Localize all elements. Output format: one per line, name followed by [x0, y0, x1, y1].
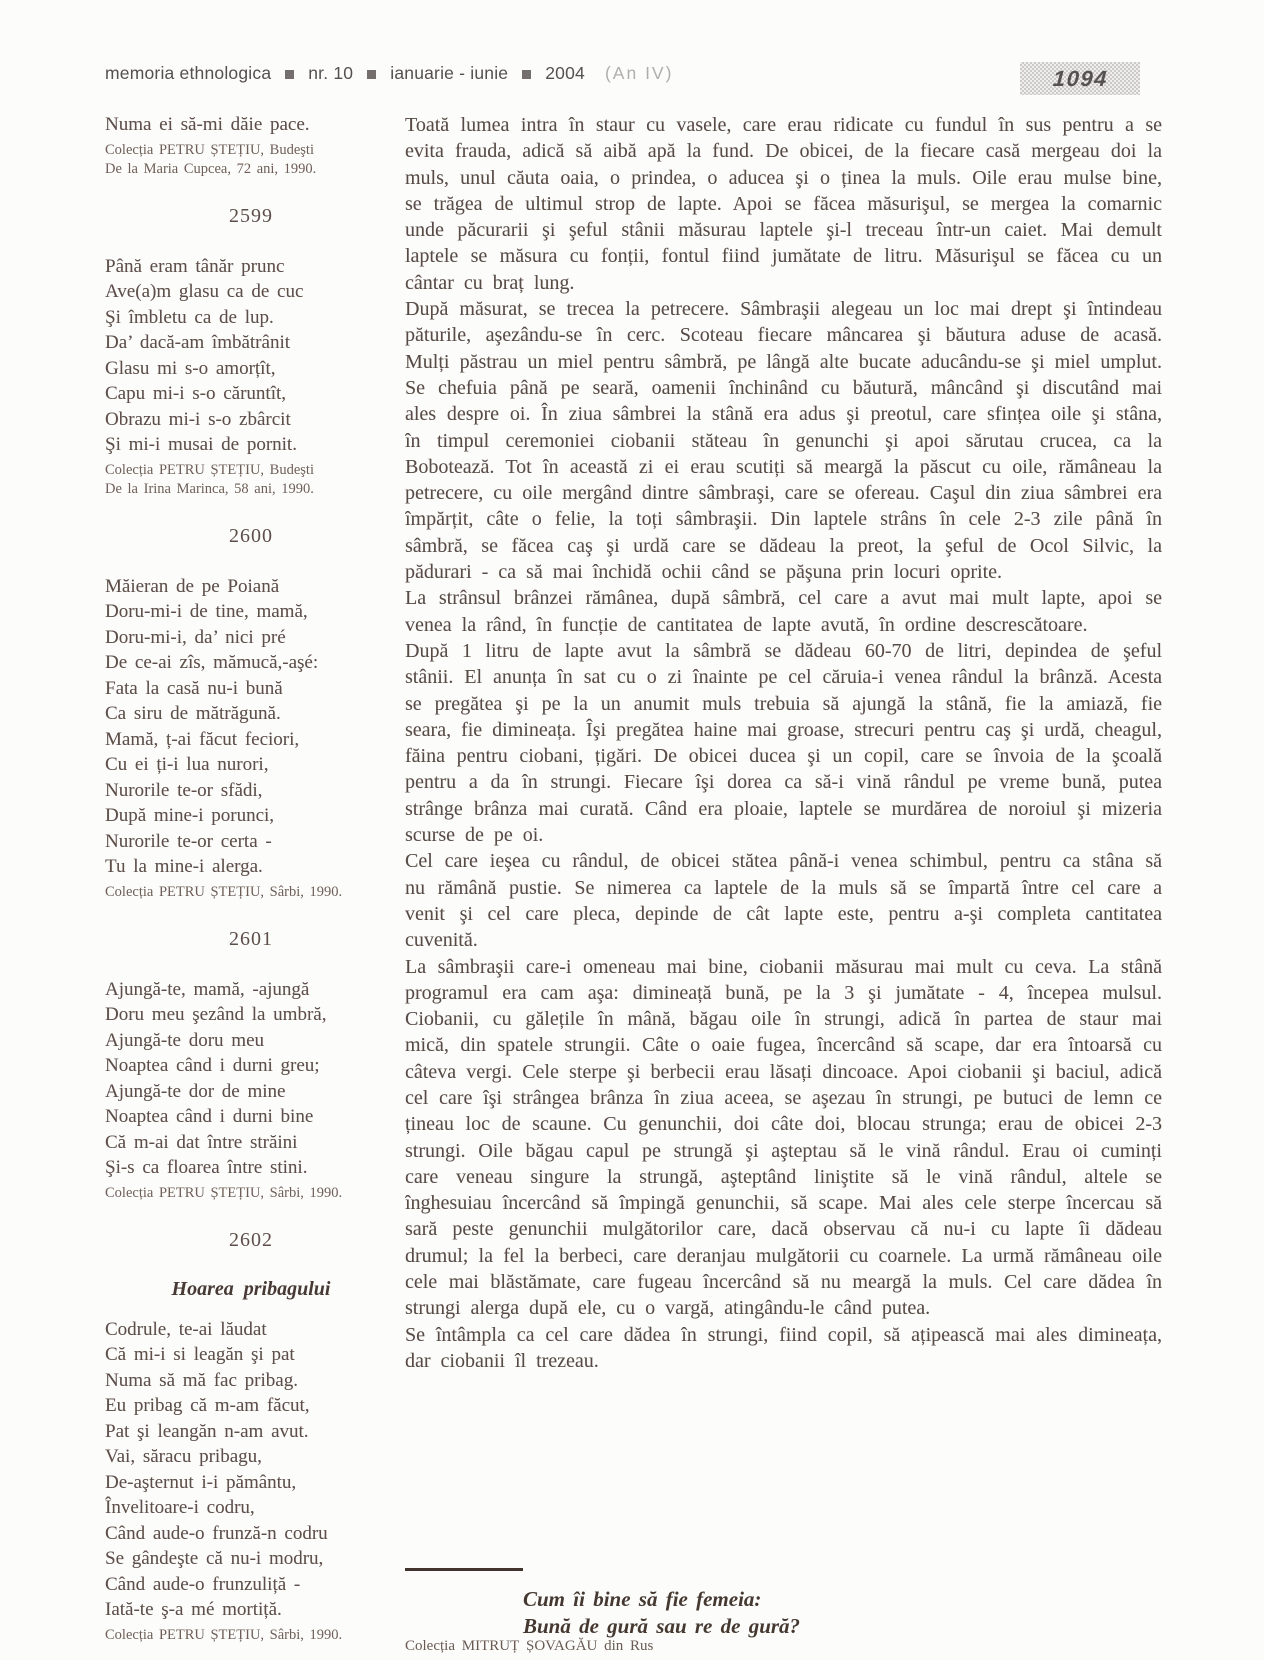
poem-line: Glasu mi s-o amorțît, — [105, 357, 276, 379]
collection-source — [105, 1626, 397, 1645]
poem-line: Învelitoare-i codru, — [105, 1497, 255, 1518]
next-section-title — [523, 1586, 800, 1640]
poem — [105, 574, 397, 880]
poem-line: Când aude-o frunză-n codru — [105, 1522, 328, 1544]
poem-line: După mine-i porunci, — [105, 805, 275, 826]
poem-line: Măieran de pe Poiană — [105, 575, 280, 597]
collection-source-line: De la Irina Marinca, 58 ani, 1990. — [105, 480, 314, 497]
poem-line: Doru-mi-i, da’ nici pré — [105, 626, 286, 648]
poem-line: Până eram tânăr prunc — [105, 255, 285, 277]
collection-source — [105, 141, 397, 179]
poem-title: Hoarea pribagului — [171, 1277, 331, 1300]
poem-line: Doru meu şezând la umbră, — [105, 1004, 327, 1025]
paragraph: După 1 litru de lapte avut la sâmbră se dădeau 60-70 de litri, depindea de şeful stânii. El anunța în sat cu o zi înainte pe cel căruia-i venea rândul la brânză. Acesta se pregătea şi pe la un anumit muls trebuia să ajungă la stână, fie la amiază, fie seara, fie dimineața. Îşi pregătea haine mai groase, strecuri pentru caş şi urdă, cheagul, făina pentru ciobani, țigări. De obicei ducea şi un copil, care se învoia de la şcoală pentru a da în strungi. Fiecare îşi dorea ca să-i vină rândul pe vreme bună, putea strânge brânza mai curată. Când era ploaie, laptele se murdărea de noroiul şi mizeria scurse de pe oi. — [405, 639, 1162, 847]
right-column — [405, 100, 1162, 1570]
paragraph: După măsurat, se trecea la petrecere. Sâmbraşii alegeau un loc mai drept şi întindeau păturile, aşezându-se în cerc. Scoteau fiecare mâncarea şi băutura aduse de acasă. Mulți păstrau un miel pentru sâmbră, pe lângă alte bucate aducându-se şi miel umplut. Se chefuia până pe seară, oamenii închinând cu băutură, mâncând şi discutând mai ales despre oi. În ziua sâmbrei la stână era adus şi preotul, care sfințea oile şi stâna, în timpul ceremoniei ciobanii stăteau în genunchi şi apoi sărutau crucea, ca la Bobotează. Tot în această zi ei erau scutiți să meargă la păscut cu oile, rămâneau la petrecere, cu oile mergând dintre sâmbraşi, care se ofereau. Caşul din ziua sâmbrei era împărțit, câte o felie, la toți sâmbraşii. Din laptele strâns în cele 2-3 zile până în sâmbră, se făcea caş şi urdă care se dădeau la preot, la şeful de Ocol Silvic, la pădurari - ca să mai închidă ochii când se păşuna prin locuri oprite. — [405, 298, 1162, 584]
next-section-source: Colecția MITRUȚ ȘOVAGĂU din Rus — [405, 1638, 654, 1654]
collection-source-line: Colecția PETRU ȘTEȚIU, Sârbi, 1990. — [105, 1184, 343, 1201]
poem-line: Se gândeşte că nu-i modru, — [105, 1548, 324, 1569]
poem-line: Cu ei ți-i lua nurori, — [105, 754, 269, 775]
poem-line: Numa să mă fac pribag. — [105, 1369, 298, 1391]
issue-year-note: (An IV) — [604, 62, 674, 83]
poem-line: Ajungă-te doru meu — [105, 1029, 265, 1051]
poem — [105, 112, 397, 138]
page-number-badge — [1020, 62, 1140, 95]
song-number: 2600 — [229, 524, 273, 547]
poem-line: Şi îmbletu ca de lup. — [105, 306, 274, 328]
square-bullet-icon — [522, 70, 531, 79]
collection-source-line: De la Maria Cupcea, 72 ani, 1990. — [105, 160, 317, 177]
issue-period: ianuarie - iunie — [390, 62, 509, 83]
poem-line: Capu mi-i s-o căruntît, — [105, 383, 287, 404]
poem — [105, 977, 397, 1181]
poem-line: Numa ei să-mi dăie pace. — [105, 114, 310, 135]
paragraph: Cel care ieşea cu rândul, de obicei stătea până-i venea schimbul, pentru ca stâna să nu rămână pustie. Se nimerea ca laptele de la muls să se împartă între cel care a venit şi cel care pleca, depinde de cât lapte este, pentru a-şi completa cantitatea cuvenită. — [405, 850, 1162, 952]
poem-line: Şi-s ca floarea între stini. — [105, 1157, 308, 1178]
section-divider — [405, 1568, 523, 1571]
poem-line: Doru-mi-i de tine, mamă, — [105, 601, 308, 622]
poem-line: Mamă, ț-ai făcut feciori, — [105, 728, 300, 750]
poem-line: Da’ dacă-am îmbătrânit — [105, 332, 290, 353]
next-section-title-line: Cum îi bine să fie femeia: — [523, 1587, 762, 1611]
poem-line: Ave(a)m glasu ca de cuc — [105, 281, 304, 302]
song-number: 2599 — [229, 204, 273, 227]
poem-line: Noaptea când i durni bine — [105, 1106, 314, 1127]
poem — [105, 254, 397, 458]
poem-line: De-aşternut i-i pământu, — [105, 1471, 297, 1493]
page-number: 1094 — [1051, 65, 1109, 91]
square-bullet-icon — [285, 70, 294, 79]
poem — [105, 1317, 397, 1623]
poem-line: Obrazu mi-i s-o zbârcit — [105, 408, 291, 430]
poem-line: Tu la mine-i alerga. — [105, 856, 263, 877]
paragraph: La sâmbraşii care-i omeneau mai bine, ciobanii măsurau mai mult cu ceva. La stână programul era cam aşa: dimineață bună, pe la 3 şi jumătate - 4, începea mulsul. Ciobanii, cu gălețile în mână, băgau oile în strungi, adică în partea de staur mai mică, din spatele strungii. Câte o oaie fugea, încercând să scape, dar era întoarsă cu câteva vergi. Cele sterpe şi berbecii erau lăsați dincoace. Apoi ciobanii şi baciul, adică cel care îşi strângea brânza în ziua aceea, se aşezau în strungi, pe butuci de lemn ce țineau loc de scaune. Cu genunchii, doi câte doi, blocau strunga; erau de obicei 2-3 strungi. Oile băgau capul pe strungă şi aşteptau să le vină rândul. Erau oi cuminți care veneau singure la strungă, aşteptând liniştite să le vină rândul, altele se înghesuiau încercând să împingă genunchii, să scape. Mai ales cele sterpe încercau să sară peste genunchii mulgătorilor care, dacă observau că nu-i cu lapte îi dădeau drumul; la fel la berbeci, care deranjau mulgătorii cu coarnele. La urmă rămâneau oile cele mai blăstămate, care fugeau încercând să nu meargă la muls. Cel care dădea în strungi alerga după ele, cu o vargă, atingându-le când putea. — [405, 955, 1162, 1320]
poem-line: Pat şi leangăn n-am avut. — [105, 1420, 309, 1442]
collection-source — [105, 461, 397, 499]
poem-line: Şi mi-i musai de pornit. — [105, 434, 297, 455]
paragraph: Se întâmpla ca cel care dădea în strungi, fiind copil, să ațipească mai ales dimineața, dar ciobanii îl trezeau. — [405, 1323, 1162, 1372]
poem-line: Fata la casă nu-i bună — [105, 677, 283, 699]
poem-line: Că mi-i si leagăn şi pat — [105, 1344, 295, 1365]
poem-line: Vai, săracu pribagu, — [105, 1446, 262, 1467]
journal-title: memoria ethnologica — [105, 62, 272, 83]
poem-line: Codrule, te-ai lăudat — [105, 1318, 267, 1340]
collection-source-line: Colecția PETRU ȘTEȚIU, Budeşti — [105, 141, 314, 158]
poem-line: Eu pribag că m-am făcut, — [105, 1395, 310, 1416]
poem-line: Ajungă-te, mamă, -ajungă — [105, 978, 310, 1000]
left-column — [105, 100, 397, 1645]
collection-source — [105, 1184, 397, 1203]
paragraph: La strânsul brânzei rămânea, după sâmbră, cel care a avut mai mult lapte, apoi se venea la rând, în funcție de cantitatea de lapte avută, în ordine descrescătoare. — [405, 587, 1162, 636]
poem-line: Iată-te ş-a mé mortiță. — [105, 1599, 282, 1620]
collection-source-line: Colecția PETRU ȘTEȚIU, Sârbi, 1990. — [105, 883, 343, 900]
issue-number: nr. 10 — [308, 62, 354, 83]
poem-line: Ca siru de mătrăgună. — [105, 703, 281, 724]
issue-year: 2004 — [545, 62, 585, 83]
collection-source-line: Colecția PETRU ȘTEȚIU, Sârbi, 1990. — [105, 1626, 343, 1643]
collection-source — [105, 883, 397, 902]
poem-line: Când aude-o frunzuliță - — [105, 1573, 301, 1595]
poem-line: Nurorile te-or certa - — [105, 830, 272, 852]
poem-line: De ce-ai zîs, mămucă,-aşé: — [105, 652, 319, 673]
song-number: 2602 — [229, 1228, 273, 1251]
poem-line: Nurorile te-or sfădi, — [105, 779, 263, 801]
poem-line: Noaptea când i durni greu; — [105, 1055, 320, 1076]
square-bullet-icon — [367, 70, 376, 79]
poem-line: Că m-ai dat între străini — [105, 1131, 298, 1153]
next-section-title-line: Bună de gură sau re de gură? — [523, 1614, 801, 1638]
collection-source-line: Colecția PETRU ȘTEȚIU, Budeşti — [105, 461, 314, 478]
page-header — [105, 60, 673, 86]
song-number: 2601 — [229, 927, 273, 950]
paragraph: Toată lumea intra în staur cu vasele, care erau ridicate cu fundul în sus pentru a se evita frauda, adică să aibă apă la fund. De obicei, de la fiecare casă mergeau doi la muls, unul căuta oaia, o prindea, o aducea şi o ținea la muls. Oile erau mulse bine, se trăgea de ultimul strop de lapte. Apoi se făcea măsurişul, se mergea la comarnic unde păcurarii şi şeful stânii măsurau laptele şi-l treceau într-un caiet. Mai demult laptele se măsura cu fonții, fontul fiind jumătate de litru. Măsurişul se făcea cu un cântar cu braț lung. — [405, 114, 1162, 294]
poem-line: Ajungă-te dor de mine — [105, 1080, 286, 1102]
